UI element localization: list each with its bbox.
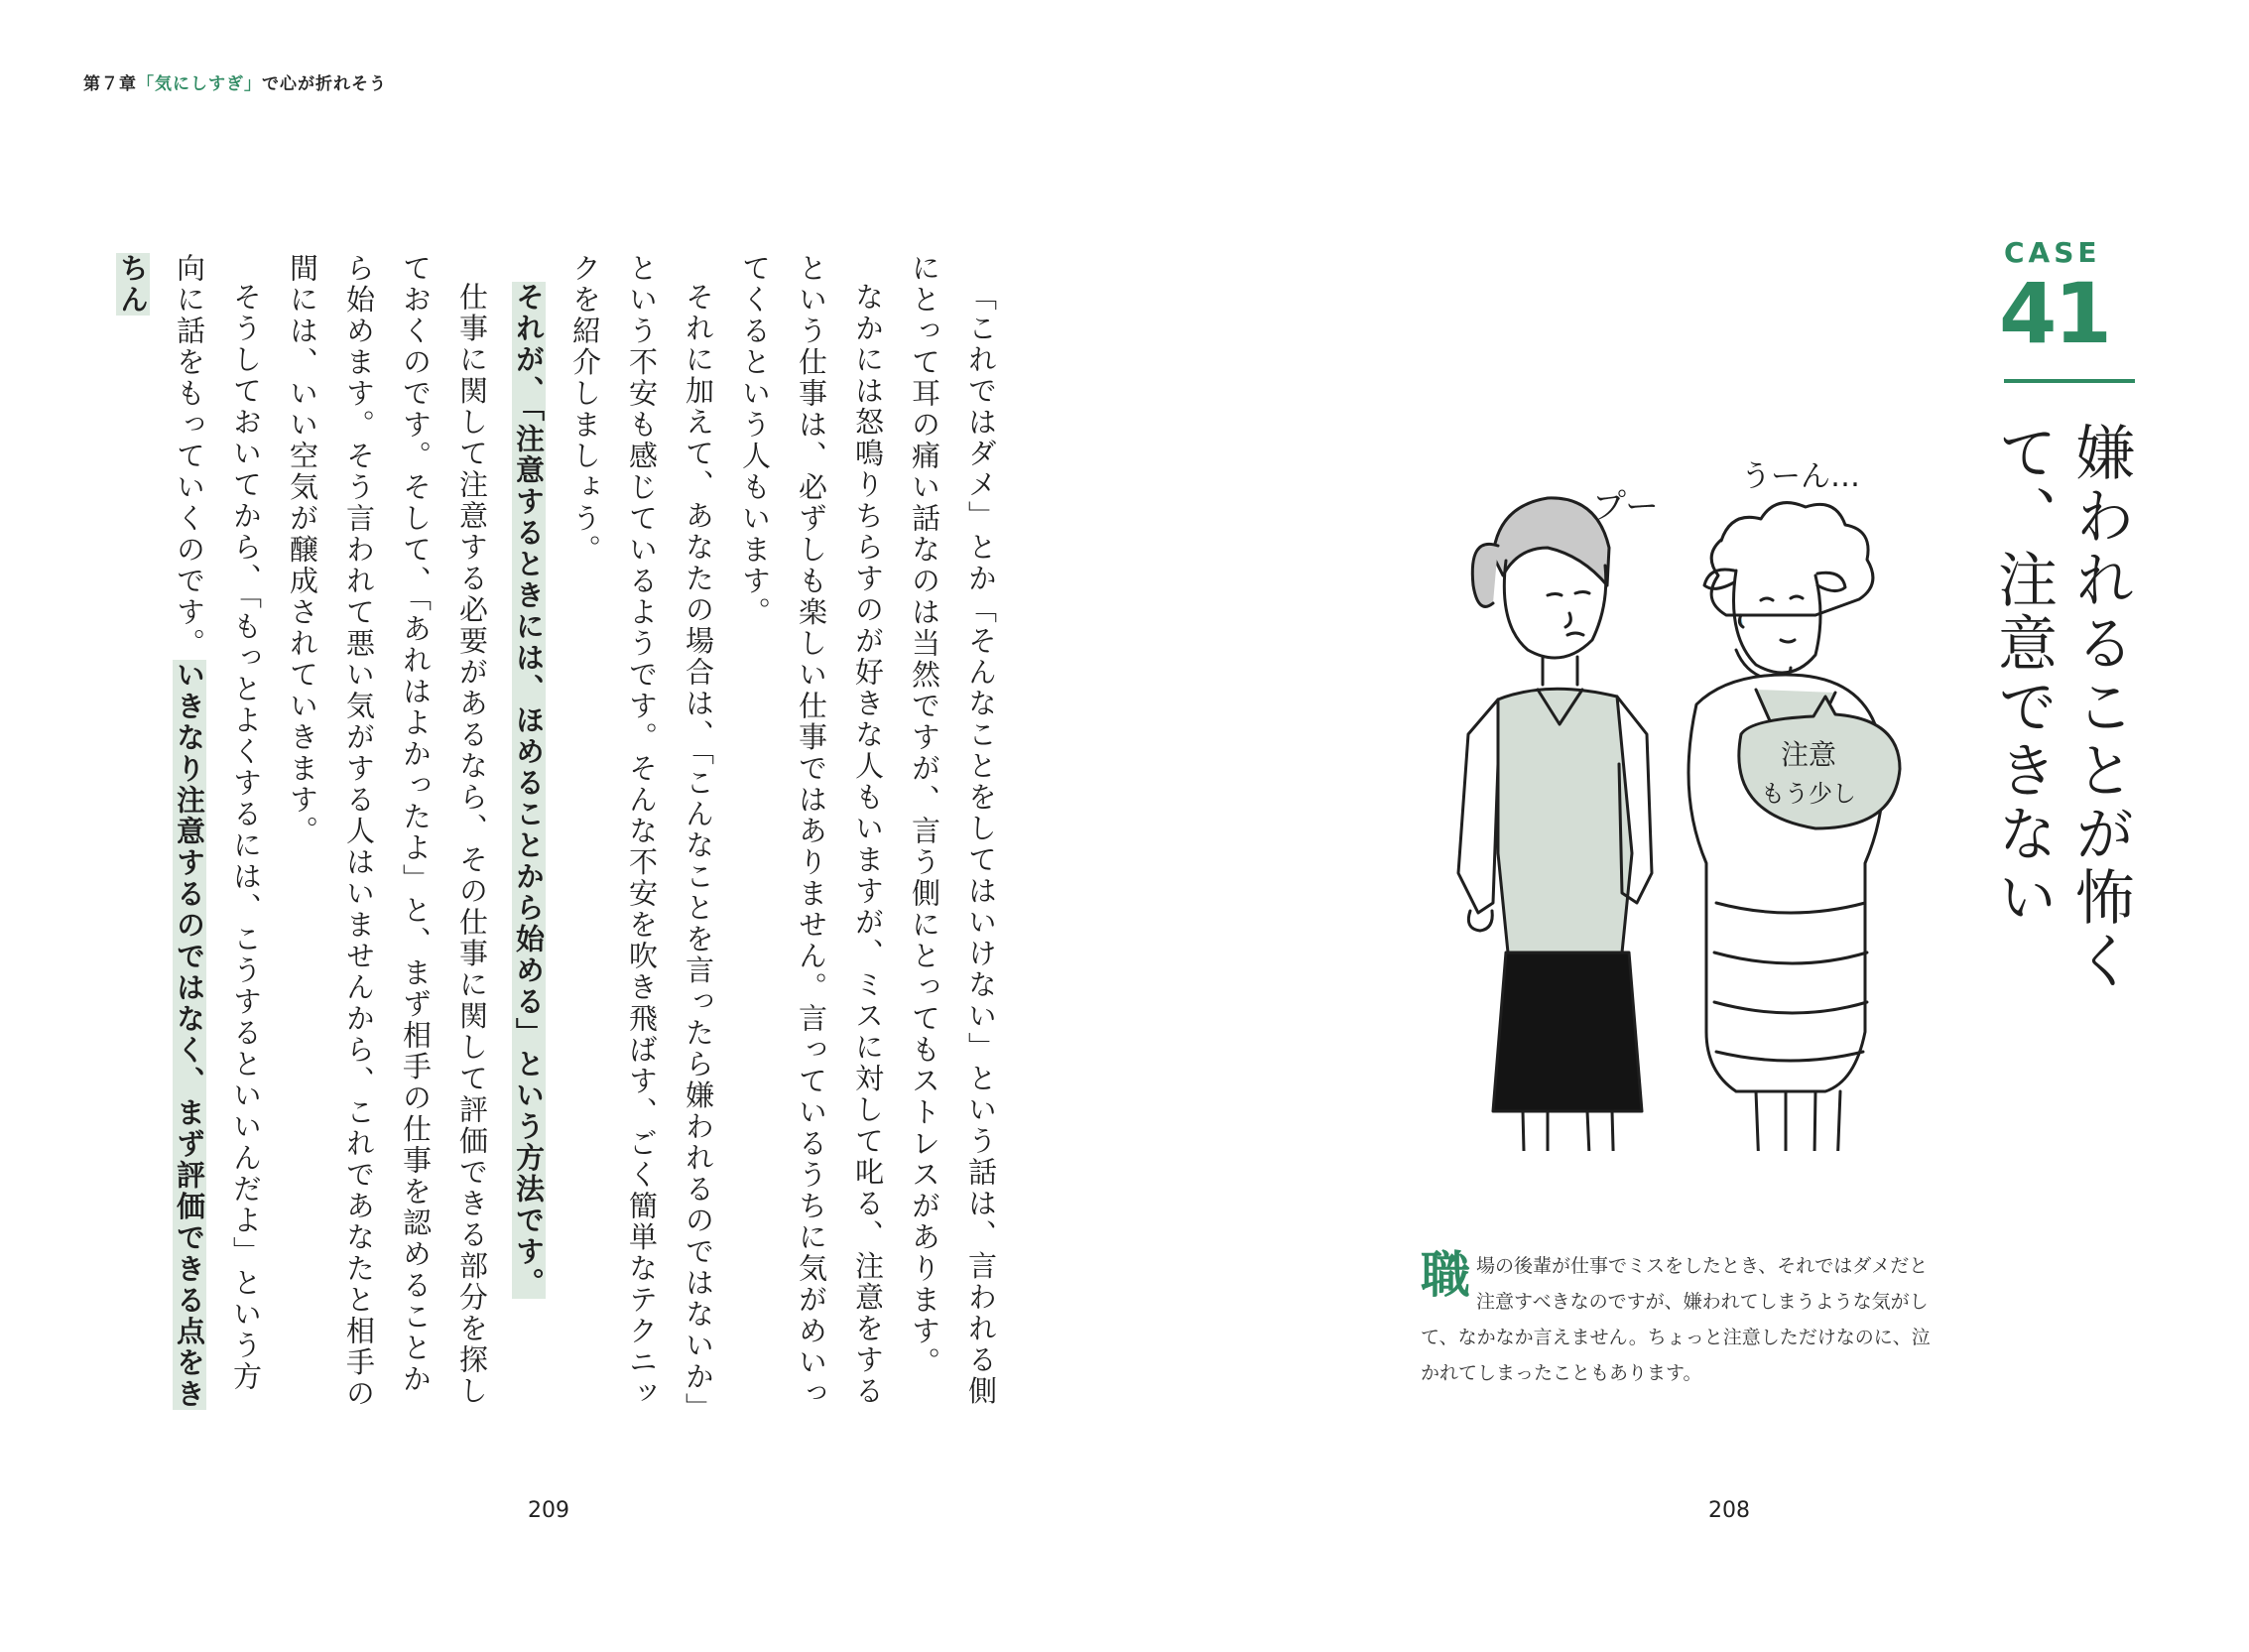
bubble-text-1: 注意 — [1781, 738, 1837, 771]
page-number-left: 209 — [528, 1498, 569, 1523]
bubble-text-2: もう少し — [1761, 780, 1856, 808]
highlighted-closing-sentence: いきなり注意するのではなく、まず評価できる点をきちん — [116, 253, 206, 1410]
sfx-woman: プー — [1592, 487, 1659, 527]
illustration — [1399, 437, 1954, 1151]
page-number-right: 208 — [1708, 1498, 1750, 1523]
intro-dropcap: 職 — [1421, 1246, 1470, 1304]
paragraph-3: それに加えて、あなたの場合は、「こんなことを言ったら嫌われるのではないか」という不安も感じているようです。そんな不安を吹き飛ばす、ごく簡単なテクニックを紹介しましょう。 — [568, 253, 715, 1410]
chapter-title-rest: で心が折れそう — [262, 74, 387, 94]
paragraph-2: なかには怒鳴りちらすのが好きな人もいますが、ミスに対して叱る、注意をするという仕事は、必ずしも楽しい仕事ではありません。言っているうちに気がめいってくるという人もいます。 — [738, 253, 885, 1410]
case-intro — [1421, 1248, 1937, 1391]
case-label: CASE — [2004, 236, 2101, 269]
intro-text: 場の後輩が仕事でミスをしたとき、それではダメだと注意すべきなのですが、嫌われてしまうような気がして、なかなか言えません。ちょっと注意しただけなのに、泣かれてしまったこともあります。 — [1421, 1255, 1931, 1384]
body-text — [104, 253, 1009, 1414]
case-title: 嫌われることが怖くて、注意できない — [1988, 422, 2135, 993]
paragraph-1: 「これではダメ」とか「そんなことをしてはいけない」という話は、言われる側にとって耳の痛い話なのは当然ですが、言う側にとってもストレスがあります。 — [908, 253, 998, 1407]
case-divider — [2004, 379, 2135, 383]
paragraph-6: そうしておいてから、「もっとよくするには、こうするといいんだよ」という方向に話をもっていくのです。いきなり注意するのではなく、まず評価できる点をきちん — [116, 253, 263, 1410]
case-number: 41 — [1999, 265, 2109, 362]
running-header — [83, 69, 387, 94]
chapter-keyword: 「気にしすぎ」 — [137, 74, 262, 94]
highlighted-key-sentence: それが、「注意するときには、ほめることから始める」という方法です。 — [512, 282, 546, 1299]
paragraph-5: 仕事に関して注意する必要があるなら、その仕事に関して評価できる部分を探しておくのです。そして、「あれはよかったよ」と、まず相手の仕事を認めることから始めます。そう言われて悪い気がする人はいませんから、これであなたと相手の間には、いい空気が醸成されていきます。 — [286, 253, 489, 1410]
sheep-figure — [1688, 503, 1900, 1151]
sfx-sheep: うーん… — [1741, 459, 1860, 494]
paragraph-4-emphasis — [500, 253, 557, 1414]
woman-figure — [1458, 498, 1652, 1151]
chapter-number: 第７章 — [83, 74, 137, 94]
